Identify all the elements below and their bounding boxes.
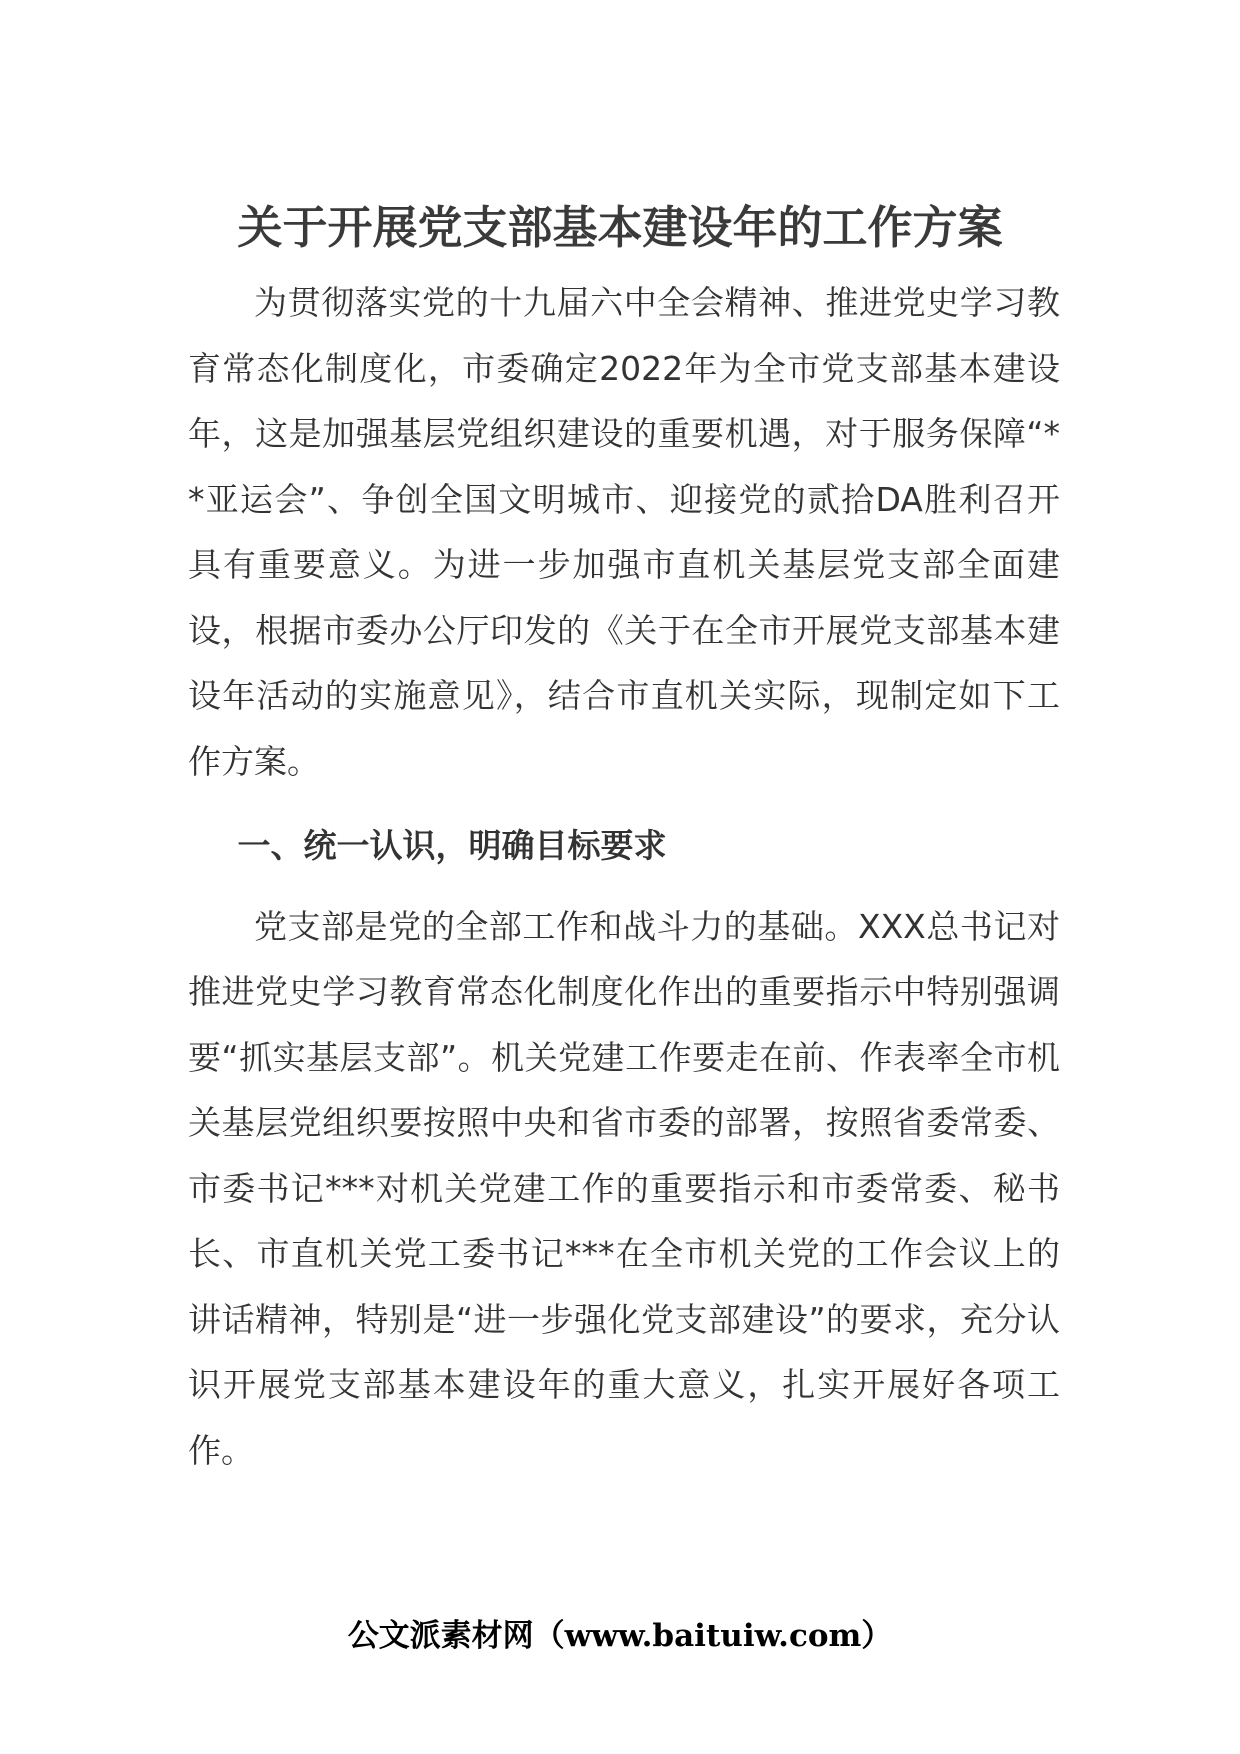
document-body xyxy=(188,270,1060,1483)
document-title: 关于开展党支部基本建设年的工作方案 xyxy=(237,201,1003,254)
section-heading: 一、统一认识，明确目标要求 xyxy=(237,826,667,865)
footer-watermark: 公文派素材网（www.baituiw.com） xyxy=(347,1618,893,1654)
section-paragraph: 党支部是党的全部工作和战斗力的基础。XXX总书记对推进党史学习教育常态化制度化作出的重要指示中特别强调要“抓实基层支部”。机关党建工作要走在前、作表率全市机关基层党组织要按照中央和省市委的部署，按照省委常委、市委书记***对机关党建工作的重要指示和市委常委、秘书长、市直机关党工委书记***在全市机关党的工作会议上的讲话精神，特别是“进一步强化党支部建设”的要求，充分认识开展党支部基本建设年的重大意义，扎实开展好各项工作。 xyxy=(188,906,1060,1470)
intro-paragraph: 为贯彻落实党的十九届六中全会精神、推进党史学习教育常态化制度化，市委确定2022年为全市党支部基本建设年，这是加强基层党组织建设的重要机遇，对于服务保障“**亚运会”、争创全国文明城市、迎接党的贰拾DA胜利召开具有重要意义。为进一步加强市直机关基层党支部全面建设，根据市委办公厅印发的《关于在全市开展党支部基本建设年活动的实施意见》，结合市直机关实际，现制定如下工作方案。 xyxy=(188,283,1060,781)
